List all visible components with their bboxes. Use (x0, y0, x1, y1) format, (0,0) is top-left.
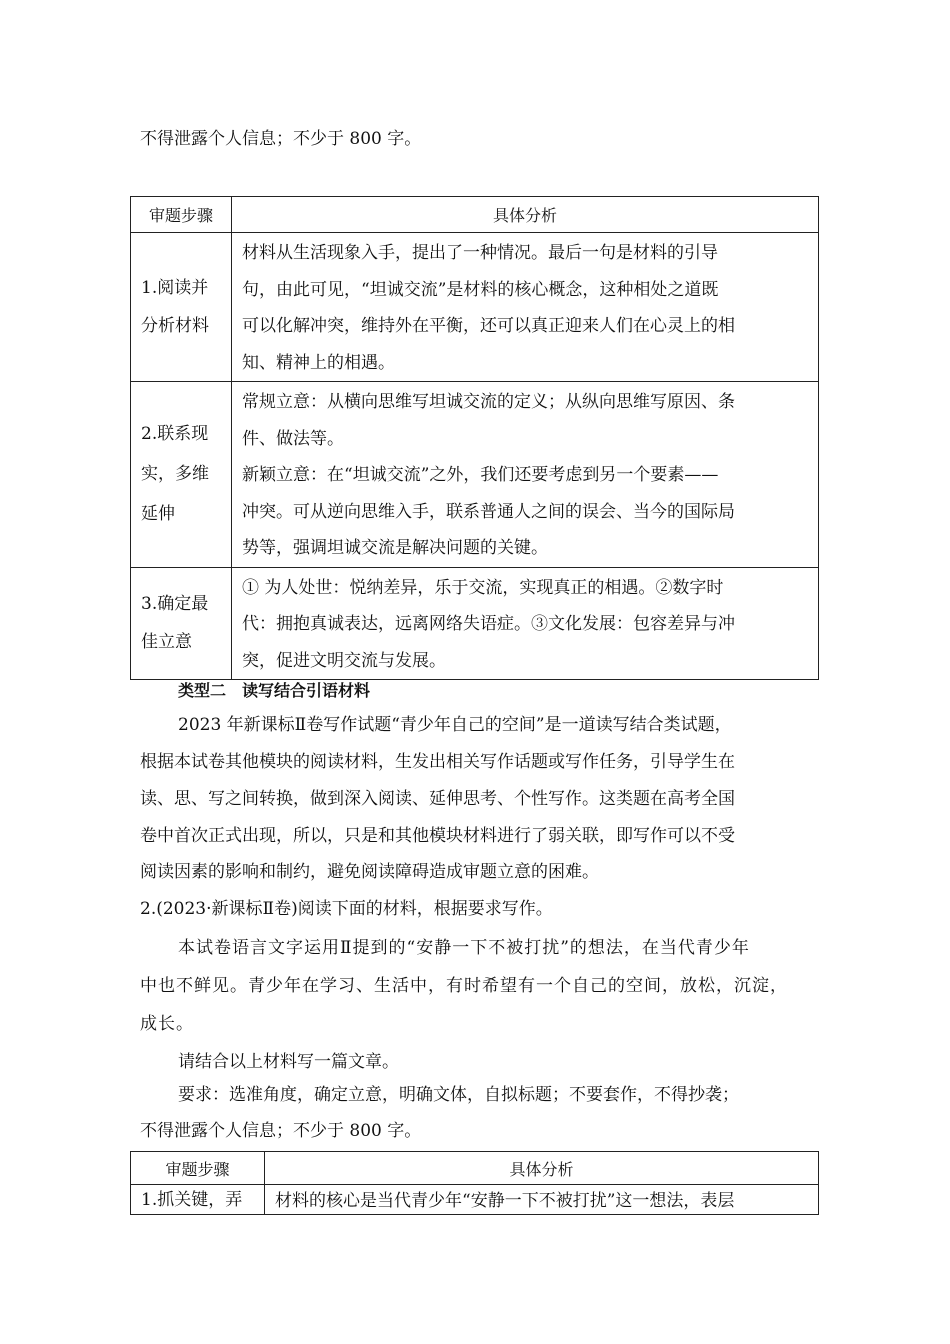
table2-header-step: 审题步骤 (131, 1152, 265, 1185)
table1-row3-analysis: ① 为人处世：悦纳差异，乐于交流，实现真正的相遇。②数字时 代：拥抱真诚表达，远离网络失语症。③文化发展：包容差异与冲 突，促进文明交流与发展。 (232, 567, 819, 680)
table1-row2-step: 2.联系现 实，多维 延伸 (131, 382, 232, 568)
para1-line1: 2023 年新课标Ⅱ卷写作试题“青少年自己的空间”是一道读写结合类试题， (178, 715, 732, 735)
table1-row2-analysis: 常规立意：从横向思维写坦诚交流的定义；从纵向思维写原因、条 件、做法等。 新颖立意：在“坦诚交流”之外，我们还要考虑到另一个要素—— 冲突。可从逆向思维入手，联系普通人之间的误会、当今的国际局 势等，强调坦诚交流是解决问题的关键。 (232, 382, 819, 568)
analysis-table-2 (130, 1151, 819, 1215)
table1-row3-step: 3.确定最 佳立意 (131, 567, 232, 680)
section-heading: 类型二 读写结合引语材料 (178, 681, 371, 700)
material-line2: 中也不鲜见。青少年在学习、生活中，有时希望有一个自己的空间，放松，沉淀， (140, 976, 788, 996)
para1-line5: 阅读因素的影响和制约，避免阅读障碍造成审题立意的困难。 (140, 862, 599, 882)
analysis-table-1 (130, 196, 819, 680)
table1-row1-analysis: 材料从生活现象入手，提出了一种情况。最后一句是材料的引导 句，由此可见，“坦诚交流”是材料的核心概念，这种相处之道既 可以化解冲突，维持外在平衡，还可以真正迎来人们在心灵上的相 知、精神上的相遇。 (232, 233, 819, 382)
material-line1: 本试卷语言文字运用Ⅱ提到的“安静一下不被打扰”的想法，在当代青少年 (178, 938, 750, 958)
material-line3: 成长。 (140, 1014, 194, 1034)
table2-row1-analysis: 材料的核心是当代青少年“安静一下不被打扰”这一想法，表层 (265, 1185, 819, 1215)
table2-row1-step: 1.抓关键，弄 (131, 1185, 265, 1215)
para1-line4: 卷中首次正式出现，所以，只是和其他模块材料进行了弱关联，即写作可以不受 (140, 826, 735, 846)
requirements-line2: 不得泄露个人信息；不少于 800 字。 (140, 1121, 422, 1141)
table1-header-step: 审题步骤 (131, 197, 232, 233)
instruction-line: 请结合以上材料写一篇文章。 (178, 1052, 399, 1072)
top-text: 不得泄露个人信息；不少于 800 字。 (140, 129, 422, 149)
question-line: 2.(2023·新课标Ⅱ卷)阅读下面的材料，根据要求写作。 (140, 899, 553, 919)
table1-header-analysis: 具体分析 (232, 197, 819, 233)
requirements-line1: 要求：选准角度，确定立意，明确文体，自拟标题；不要套作，不得抄袭； (178, 1085, 739, 1105)
table1-row1-step: 1.阅读并 分析材料 (131, 233, 232, 382)
table2-header-analysis: 具体分析 (265, 1152, 819, 1185)
para1-line3: 读、思、写之间转换，做到深入阅读、延伸思考、个性写作。这类题在高考全国 (140, 789, 735, 809)
para1-line2: 根据本试卷其他模块的阅读材料，生发出相关写作话题或写作任务，引导学生在 (140, 752, 735, 772)
